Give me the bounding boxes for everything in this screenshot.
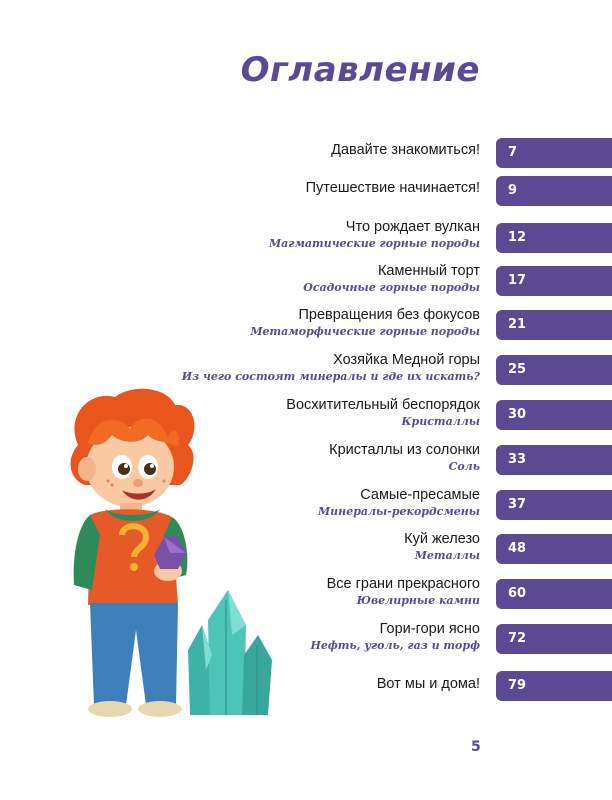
toc-entry-title: Самые-пресамые [360,487,480,503]
crystal-cluster-icon [188,590,272,715]
toc-page-tab[interactable]: 79 [496,671,612,701]
toc-entry-title: Каменный торт [377,263,480,279]
toc-page-tab[interactable]: 21 [496,310,612,340]
toc-entry-subtitle: Нефть, уголь, газ и торф [310,639,480,652]
toc-entry-subtitle: Минералы-рекордсмены [318,505,480,518]
toc-entry-subtitle: Соль [448,460,480,473]
toc-entry-subtitle: Ювелирные камни [356,594,480,607]
toc-page-tab[interactable]: 72 [496,624,612,654]
toc-page-tab[interactable]: 48 [496,534,612,564]
page-title: Оглавление [240,50,480,90]
toc-entry-title: Куй железо [404,531,480,547]
toc-page-tab[interactable]: 17 [496,266,612,296]
toc-page-tab[interactable]: 33 [496,445,612,475]
toc-entry-subtitle: Металлы [414,549,480,562]
toc-entry-subtitle: Метаморфические горные породы [250,325,480,338]
toc-entry-title: Давайте знакомиться! [331,142,480,158]
toc-entry-title: Кристаллы из солонки [329,442,480,458]
toc-entry-subtitle: Из чего состоят минералы и где их искать? [181,370,480,383]
toc-entry-title: Превращения без фокусов [298,307,480,323]
toc-entry-title: Все грани прекрасного [326,576,480,592]
cartoon-boy-with-crystals-icon [60,385,290,725]
toc-page-tab[interactable]: 25 [496,355,612,385]
toc-page-tab[interactable]: 60 [496,579,612,609]
toc-entry-title: Путешествие начинается! [305,180,480,196]
toc-entry-title: Хозяйка Медной горы [333,352,480,368]
toc-page-tab[interactable]: 37 [496,490,612,520]
toc-entry-subtitle: Осадочные горные породы [303,281,480,294]
toc-page-tab[interactable]: 9 [496,176,612,206]
toc-entry-subtitle: Кристаллы [401,415,480,428]
page-number: 5 [471,739,481,755]
toc-page-tab[interactable]: 30 [496,400,612,430]
toc-entry-subtitle: Магматические горные породы [268,237,480,250]
toc-entry-title: Гори-гори ясно [379,621,480,637]
toc-page-tab[interactable]: 7 [496,138,612,168]
toc-entry-title: Что рождает вулкан [345,219,480,235]
toc-entry-title: Вот мы и дома! [376,676,480,692]
toc-entry-title: Восхитительный беспорядок [286,397,480,413]
toc-page-tab[interactable]: 12 [496,223,612,253]
